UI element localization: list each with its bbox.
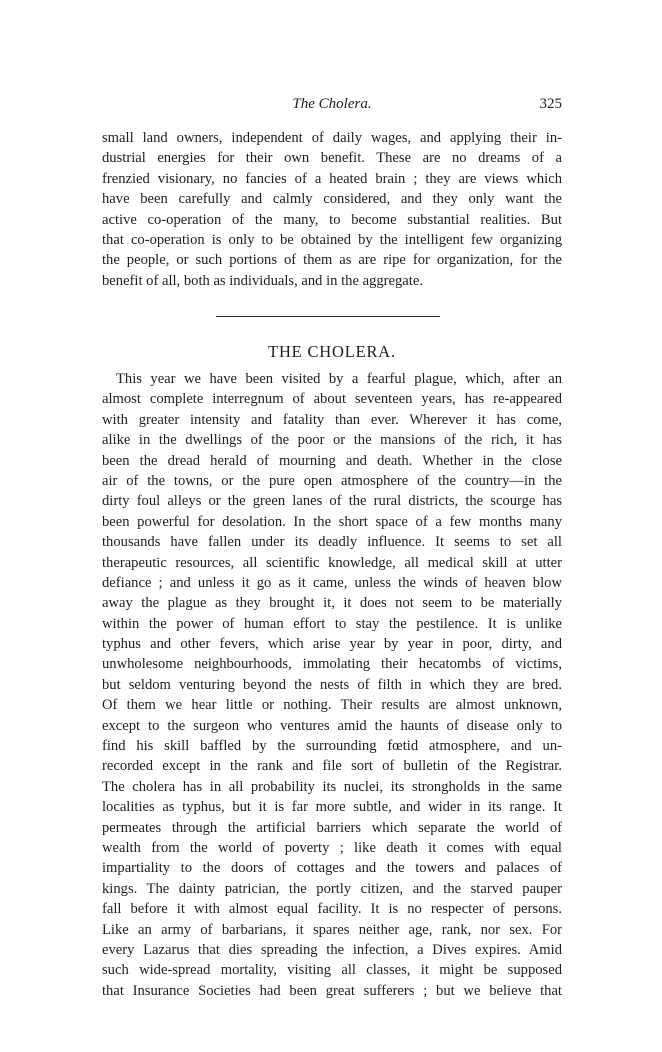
text-line: with greater intensity and fatality than ever. Wherever it has come, [102, 411, 562, 428]
text-line: the people, or such portions of them as are ripe for organization, for the [102, 252, 562, 269]
text-line: within the power of human effort to stay the pestilence. It is unlike [102, 615, 562, 632]
main-paragraph [102, 369, 562, 1001]
text-line: Of them we hear little or nothing. Their results are almost unknown, [102, 697, 562, 714]
text-line: typhus and other fevers, which arise year by year in poor, dirty, and [102, 636, 562, 653]
text-line: dustrial energies for their own benefit. These are no dreams of a [102, 150, 562, 167]
text-line: kings. The dainty patrician, the portly citizen, and the starved pauper [102, 880, 562, 897]
text-line: thousands have fallen under its deadly influence. It seems to set all [102, 534, 562, 551]
text-line: frenzied visionary, no fancies of a heated brain ; they are views which [102, 170, 562, 187]
text-line: fall before it with almost equal facility. It is no respecter of persons. [102, 901, 562, 918]
text-line: been powerful for desolation. In the short space of a few months many [102, 513, 562, 530]
text-line: find his skill baffled by the surrounding fœtid atmosphere, and un- [102, 738, 562, 755]
text-line: localities as typhus, but it is far more subtle, and wider in its range. It [102, 799, 562, 816]
text-line: that Insurance Societies had been great sufferers ; but we believe that [102, 982, 562, 999]
running-head [102, 94, 562, 114]
text-line: been the dread herald of mourning and death. Whether in the close [102, 452, 562, 469]
text-line: away the plague as they brought it, it does not seem to be materially [102, 595, 562, 612]
section-divider [216, 316, 440, 317]
text-line: unwholesome neighbourhoods, immolating their hecatombs of victims, [102, 656, 562, 673]
text-line: every Lazarus that dies spreading the infection, a Dives expires. Amid [102, 941, 562, 958]
page-number: 325 [539, 96, 562, 112]
text-line: recorded except in the rank and file sort of bulletin of the Registrar. [102, 758, 562, 775]
text-line: therapeutic resources, all scientific knowledge, all medical skill at utter [102, 554, 562, 571]
text-line: impartiality to the doors of cottages and the towers and palaces of [102, 860, 562, 877]
text-line: benefit of all, both as individuals, and in the aggregate. [102, 272, 423, 289]
section-heading: THE CHOLERA. [268, 342, 396, 361]
text-line: except to the surgeon who ventures amid the haunts of disease only to [102, 717, 562, 734]
continued-paragraph [102, 128, 562, 291]
text-line: such wide-spread mortality, visiting all classes, it might be supposed [102, 962, 562, 979]
text-line: permeates through the artificial barriers which separate the world of [102, 819, 562, 836]
text-line: This year we have been visited by a fearful plague, which, after an [116, 371, 562, 387]
text-line: dirty foul alleys or the green lanes of the rural districts, the scourge has [102, 493, 562, 510]
text-line: defiance ; and unless it go as it came, unless the winds of heaven blow [102, 574, 562, 591]
text-line: active co-operation of the many, to become substantial realities. But [102, 211, 562, 228]
text-line: almost complete interregnum of about seventeen years, has re-appeared [102, 391, 562, 408]
text-line: small land owners, independent of daily wages, and applying their in- [102, 130, 562, 146]
text-line: Like an army of barbarians, it spares neither age, rank, nor sex. For [102, 921, 562, 938]
text-line: The cholera has in all probability its nuclei, its strongholds in the same [102, 778, 562, 795]
running-title: The Cholera. [292, 96, 372, 112]
text-line: alike in the dwellings of the poor or the mansions of the rich, it has [102, 432, 562, 449]
text-line: have been carefully and calmly considered, and they only want the [102, 191, 562, 208]
text-line: wealth from the world of poverty ; like death it comes with equal [102, 839, 562, 856]
text-line: air of the towns, or the pure open atmosphere of the country—in the [102, 472, 562, 489]
text-line: but seldom venturing beyond the nests of filth in which they are bred. [102, 676, 562, 693]
text-line: that co-operation is only to be obtained by the intelligent few organizing [102, 231, 562, 248]
